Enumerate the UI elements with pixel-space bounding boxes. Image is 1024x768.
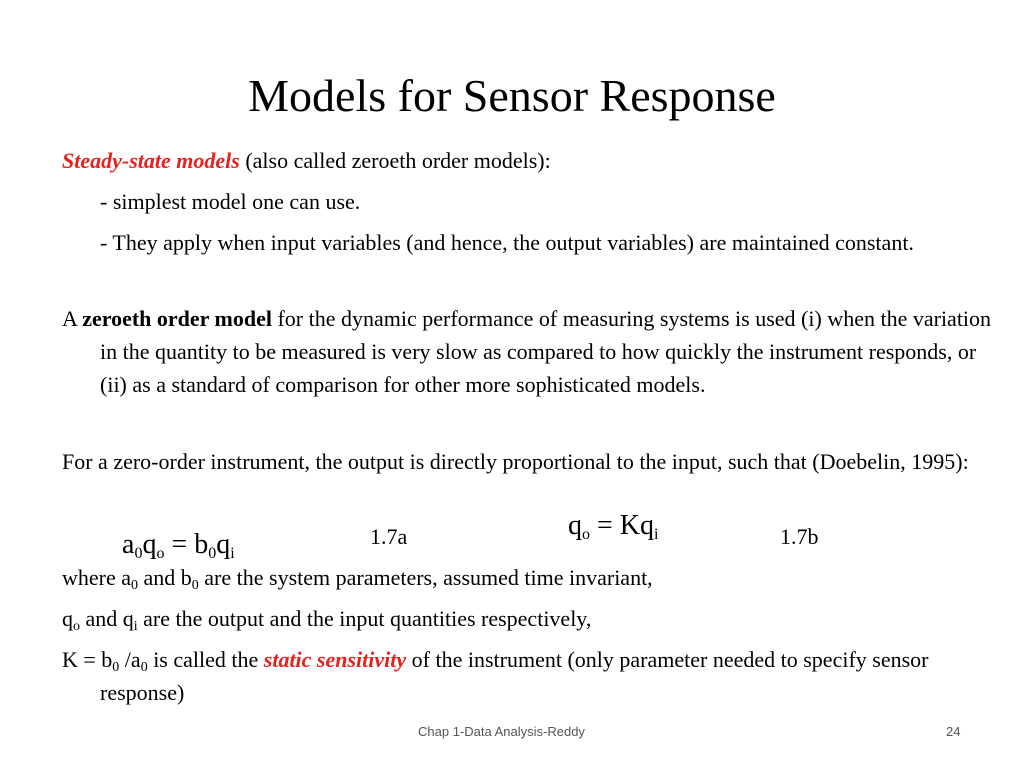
equation-label-1-7a: 1.7a xyxy=(370,524,408,549)
quantities-line: $q_o$ and $q_i$ are the output and the input quantities respectively, xyxy=(62,606,592,634)
bullet-constant: - They apply when input variables (and hence, the output variables) are maintained constant. xyxy=(100,230,914,255)
page-number: 24 xyxy=(946,724,961,739)
steady-state-rest: (also called zeroeth order models): xyxy=(239,148,551,173)
steady-state-line xyxy=(62,144,962,177)
steady-state-term: Steady-state models xyxy=(62,148,240,173)
zeroeth-order-paragraph xyxy=(62,302,1000,401)
slide-title: Models for Sensor Response xyxy=(248,70,776,121)
static-sensitivity-term: static sensitivity xyxy=(263,647,407,672)
equation-1-7a: $a_0q_o = b_0q_i$ xyxy=(122,529,235,562)
zeroeth-prefix: A xyxy=(62,306,83,331)
static-sensitivity-line: $K = b_0$ $/a_0$ is called the static sensitivity of the instrument (only parameter needed to specify sensor response) xyxy=(62,647,929,705)
equation-label-1-7b: 1.7b xyxy=(780,524,819,549)
zeroeth-rest: for the dynamic performance of measuring systems is used (i) when the variation in the quantity to be measured is very slow as compared to how quickly the instrument responds, or (ii) as a standard of comparison for other more sophisticated models. xyxy=(100,306,992,397)
footer-text: Chap 1-Data Analysis-Reddy xyxy=(418,724,585,739)
proportional-paragraph: For a zero-order instrument, the output is directly proportional to the input, such that (Doebelin, 1995): xyxy=(62,449,969,474)
where-line: where $a_0$ and $b_0$ are the system parameters, assumed time invariant, xyxy=(62,565,653,593)
zeroeth-term: zeroeth order model xyxy=(82,306,272,331)
bullet-simplest: - simplest model one can use. xyxy=(100,189,361,214)
equation-1-7b: $q_o = Kq_i$ xyxy=(568,510,659,543)
